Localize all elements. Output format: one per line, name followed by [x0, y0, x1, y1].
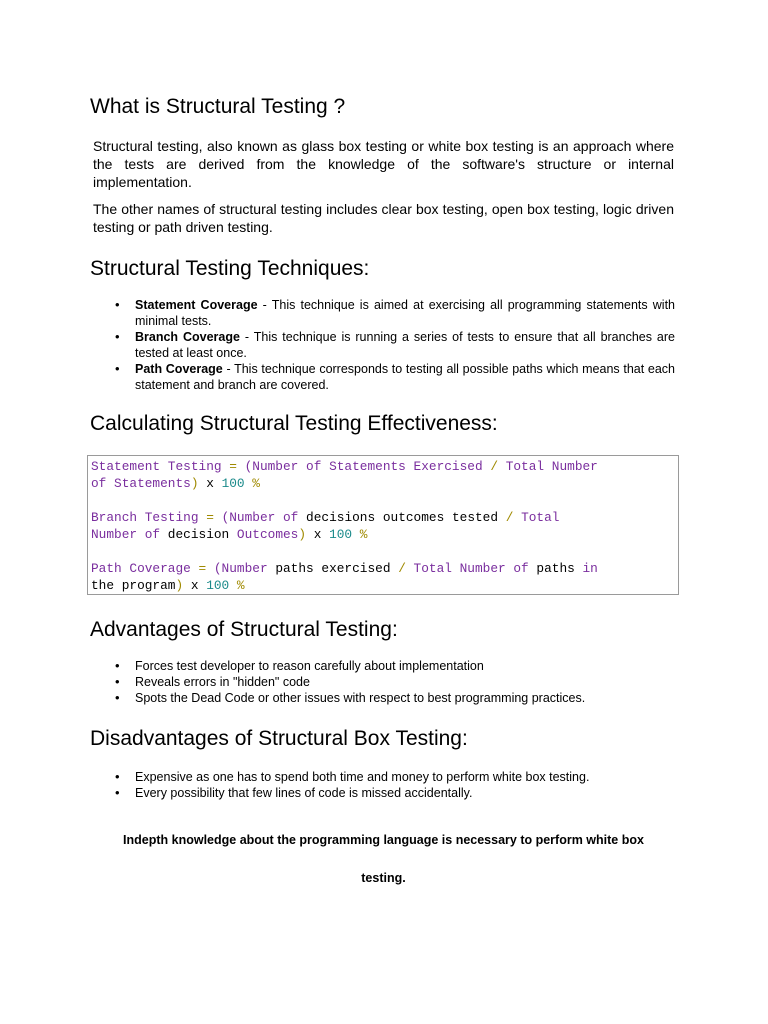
- code-token: ): [190, 476, 207, 491]
- advantages-list: [115, 658, 675, 706]
- code-token: /: [398, 561, 414, 576]
- list-item: • Every possibility that few lines of code is missed accidentally.: [115, 785, 675, 801]
- heading-advantages: Advantages of Structural Testing:: [90, 618, 398, 641]
- heading-what-is-structural-testing: What is Structural Testing ?: [90, 95, 346, 118]
- technique-desc: - This technique is running a series of tests to ensure that all branches are tested at least once.: [135, 330, 675, 360]
- list-item: • Forces test developer to reason carefully about implementation: [115, 658, 675, 674]
- list-item: [115, 297, 675, 329]
- code-token: =: [198, 561, 214, 576]
- code-token: Total: [521, 510, 560, 525]
- closing-note-line-1: Indepth knowledge about the programming language is necessary to perform white box: [123, 833, 644, 847]
- code-token: ): [298, 527, 314, 542]
- code-line: [91, 509, 675, 526]
- code-token: paths: [536, 561, 583, 576]
- code-line: [91, 560, 675, 577]
- techniques-list: [115, 297, 675, 393]
- code-line: [91, 475, 675, 492]
- code-token: Branch Testing: [91, 510, 207, 525]
- disadvantages-list: [115, 769, 675, 801]
- code-token: decision: [167, 527, 237, 542]
- code-token: =: [229, 459, 245, 474]
- code-line: [91, 458, 675, 475]
- code-blank-line: [91, 492, 675, 509]
- technique-term: Path Coverage: [135, 362, 223, 376]
- code-blank-line: [91, 543, 675, 560]
- heading-disadvantages: Disadvantages of Structural Box Testing:: [90, 727, 468, 750]
- code-token: Path Coverage: [91, 561, 199, 576]
- code-token: %: [236, 578, 245, 593]
- code-token: (Number of: [221, 510, 307, 525]
- list-item: [115, 361, 675, 393]
- code-token: decisions outcomes tested: [306, 510, 506, 525]
- list-item: • Spots the Dead Code or other issues with respect to best programming practices.: [115, 690, 675, 706]
- code-token: the program: [91, 578, 176, 593]
- code-token: Total Number: [505, 459, 598, 474]
- code-token: ): [175, 578, 191, 593]
- code-token: x: [313, 527, 330, 542]
- code-token: /: [505, 510, 522, 525]
- technique-desc: - This technique is aimed at exercising all programming statements with minimal tests.: [135, 298, 675, 328]
- code-line: [91, 526, 675, 543]
- code-token: %: [359, 527, 368, 542]
- code-token: x: [206, 476, 222, 491]
- code-token: 100: [206, 578, 237, 593]
- list-item: • Expensive as one has to spend both time and money to perform white box testing.: [115, 769, 675, 785]
- list-item: [115, 329, 675, 361]
- intro-paragraph-2: The other names of structural testing includes clear box testing, open box testing, logic driven testing or path driven testing.: [93, 201, 674, 235]
- code-token: (Number: [213, 561, 276, 576]
- technique-term: Branch Coverage: [135, 330, 240, 344]
- code-token: %: [252, 476, 260, 491]
- code-token: /: [490, 459, 506, 474]
- code-token: in: [582, 561, 598, 576]
- code-token: 100: [221, 476, 253, 491]
- code-token: of Statements: [91, 476, 191, 491]
- technique-desc: - This technique corresponds to testing all possible paths which means that each statement and branch are covered.: [135, 362, 675, 392]
- technique-term: Statement Coverage: [135, 298, 258, 312]
- closing-note-line-2: testing.: [361, 871, 406, 885]
- code-token: Total Number of: [413, 561, 537, 576]
- code-line: [91, 577, 675, 594]
- code-token: (Number of Statements Exercised: [244, 459, 491, 474]
- code-token: 100: [329, 527, 360, 542]
- formula-code-block: [87, 455, 679, 595]
- code-token: Statement Testing: [91, 459, 230, 474]
- intro-paragraph-1: Structural testing, also known as glass box testing or white box testing is an approach where the tests are derived from the knowledge of the software's structure or internal implementation.: [93, 138, 674, 190]
- heading-calculating-effectiveness: Calculating Structural Testing Effectiveness:: [90, 412, 498, 435]
- code-token: Outcomes: [236, 527, 299, 542]
- heading-techniques: Structural Testing Techniques:: [90, 257, 370, 280]
- code-token: x: [190, 578, 207, 593]
- code-token: paths exercised: [275, 561, 399, 576]
- list-item: • Reveals errors in "hidden" code: [115, 674, 675, 690]
- code-token: Number of: [91, 527, 168, 542]
- code-token: =: [206, 510, 222, 525]
